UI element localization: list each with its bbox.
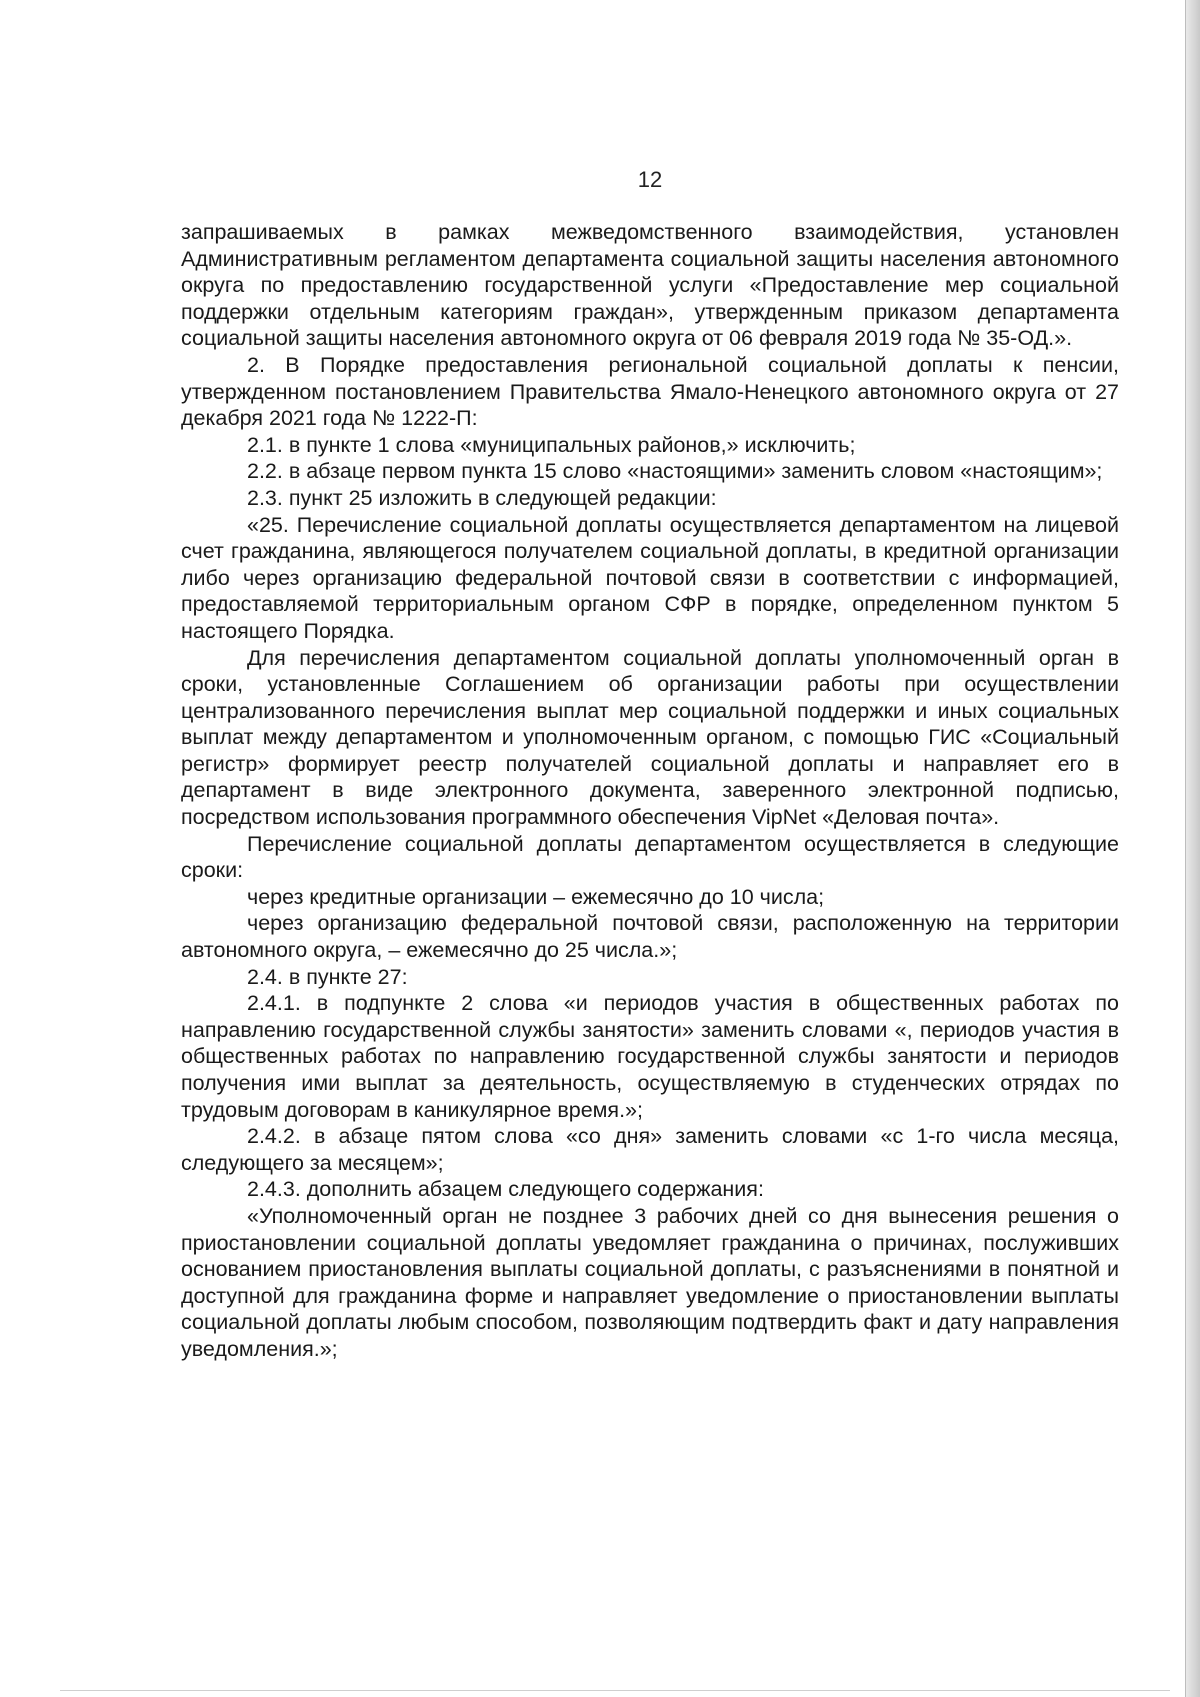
scan-bottom-line	[60, 1690, 1170, 1691]
paragraph: «Уполномоченный орган не позднее 3 рабочих дней со дня вынесения решения о приостановлении социальной доплаты уведомляет гражданина о причинах, послуживших основанием приостановления выплаты социальной доплаты, с разъяснениями в понятной и доступной для гражданина форме и направляет уведомление о приостановлении выплаты социальной доплаты любым способом, позволяющим подтвердить факт и дату направления уведомления.»;	[181, 1203, 1119, 1361]
page-number: 12	[637, 167, 663, 192]
paragraph: через кредитные организации – ежемесячно до 10 числа;	[247, 884, 825, 909]
paragraph: 2.1. в пункте 1 слова «муниципальных районов,» исключить;	[247, 432, 856, 457]
paragraph: 2.4.2. в абзаце пятом слова «со дня» заменить словами «с 1-го числа месяца, следующего за месяцем»;	[181, 1124, 1119, 1175]
paragraph: 2.4. в пункте 27:	[247, 964, 408, 989]
paragraph: 2. В Порядке предоставления региональной социальной доплаты к пенсии, утвержденном постановлением Правительства Ямало-Ненецкого автономного округа от 27 декабря 2021 года № 1222-П:	[181, 352, 1119, 431]
paragraph: Перечисление социальной доплаты департаментом осуществляется в следующие сроки:	[181, 831, 1119, 883]
paragraph: Для перечисления департаментом социальной доплаты уполномоченный орган в сроки, установленные Соглашением об организации работы при осуществлении централизованного перечисления выплат мер социальной поддержки и иных социальных выплат между департаментом и уполномоченным органом, с помощью ГИС «Социальный регистр» формирует реестр получателей социальной доплаты и направляет его в департамент в виде электронного документа, заверенного электронной подписью, посредством использования программного обеспечения VipNet «Деловая почта».	[181, 645, 1119, 830]
paragraph: 2.3. пункт 25 изложить в следующей редакции:	[247, 485, 717, 510]
paragraph: «25. Перечисление социальной доплаты осуществляется департаментом на лицевой счет гражданина, являющегося получателем социальной доплаты, в кредитной организации либо через организацию федеральной почтовой связи в соответствии с информацией, предоставляемой территориальным органом СФР в порядке, определенном пунктом 5 настоящего Порядка.	[181, 512, 1119, 643]
paragraph: 2.4.3. дополнить абзацем следующего содержания:	[247, 1177, 764, 1202]
paragraph: запрашиваемых в рамках межведомственного взаимодействия, установлен Административным регламентом департамента социальной защиты населения автономного округа по предоставлению государственной услуги «Предоставление мер социальной поддержки отдельным категориям граждан», утвержденным приказом департамента социальной защиты населения автономного округа от 06 февраля 2019 года № 35-ОД.».	[181, 220, 1119, 351]
document-body	[181, 219, 1119, 1363]
paragraph: 2.2. в абзаце первом пункта 15 слово «настоящими» заменить словом «настоящим»;	[247, 459, 1103, 484]
page-edge	[1186, 0, 1200, 1697]
paragraph: 2.4.1. в подпункте 2 слова «и периодов участия в общественных работах по направлению государственной службы занятости» заменить словами «, периодов участия в общественных работах по направлению государственной службы занятости и периодов получения ими выплат за деятельность, осуществляемую в студенческих отрядах по трудовым договорам в каникулярное время.»;	[181, 991, 1119, 1122]
paragraph: через организацию федеральной почтовой связи, расположенную на территории автономного округа, – ежемесячно до 25 числа.»;	[181, 911, 1119, 963]
